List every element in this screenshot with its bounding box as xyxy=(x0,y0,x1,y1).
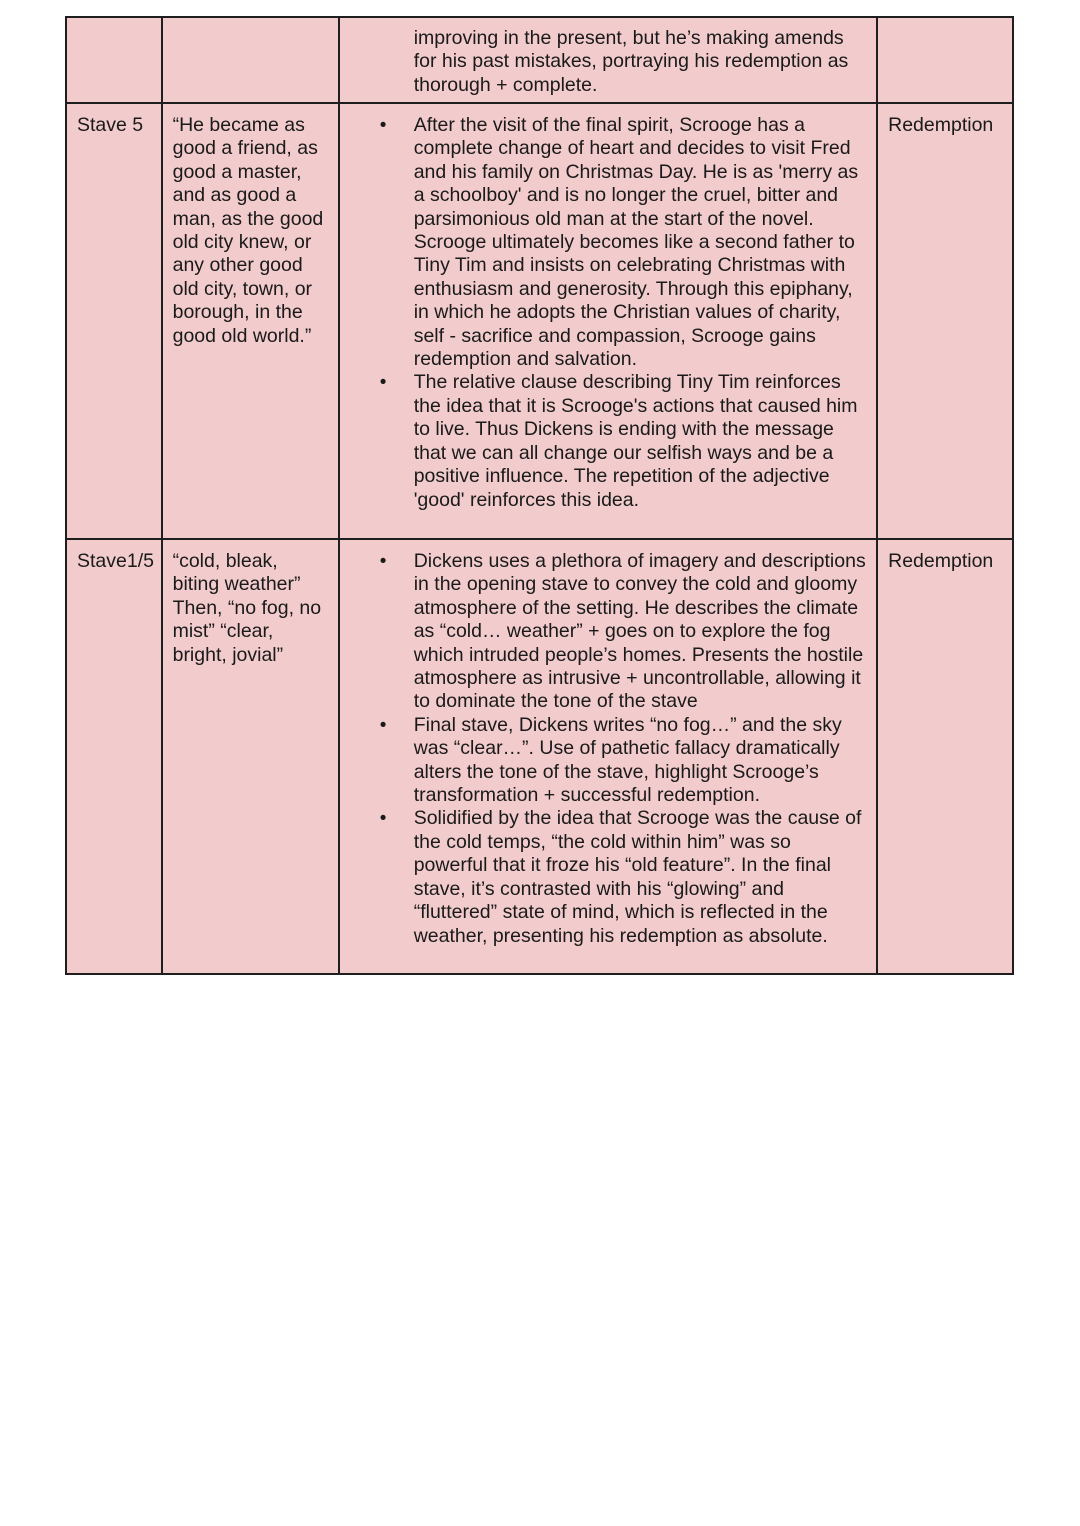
stave-label: Stave 5 xyxy=(77,114,144,136)
stave-cell xyxy=(66,103,162,539)
analysis-bullet: • Final stave, Dickens writes “no fog…” and the sky was “clear…”. Use of pathetic fallacy dramatically alters the tone of the stave, highlight Scrooge’s transformation + successful redemption. xyxy=(340,714,868,808)
table-row xyxy=(66,539,1013,974)
quote-cell xyxy=(162,17,339,103)
analysis-bullet: • Solidified by the idea that Scrooge was the cause of the cold temps, “the cold within him” was so powerful that it froze his “old feature”. In the final stave, it’s contrasted with his “glowing” and “fluttered” state of mind, which is reflected in the weather, presenting his redemption as absolute. xyxy=(340,807,868,947)
analysis-cell xyxy=(339,17,877,103)
theme-cell xyxy=(877,103,1013,539)
theme-cell xyxy=(877,17,1013,103)
analysis-bullet: • Dickens uses a plethora of imagery and descriptions in the opening stave to convey the cold and gloomy atmosphere of the setting. He describes the climate as “cold… weather” + goes on to explore the fog which intruded people’s homes. Presents the hostile atmosphere as intrusive + uncontrollable, allowing it to dominate the tone of the stave xyxy=(340,550,868,714)
stave-cell xyxy=(66,539,162,974)
analysis-bullet-list xyxy=(340,114,868,512)
analysis-bullet: • After the visit of the final spirit, Scrooge has a complete change of heart and decides to visit Fred and his family on Christmas Day. He is as 'merry as a schoolboy' and is no longer the cruel, bitter and parsimonious old man at the start of the novel. Scrooge ultimately becomes like a second father to Tiny Tim and insists on celebrating Christmas with enthusiasm and generosity. Through this epiphany, in which he adopts the Christian values of charity, self - sacrifice and compassion, Scrooge gains redemption and salvation. xyxy=(340,114,868,371)
analysis-bullet: • The relative clause describing Tiny Tim reinforces the idea that it is Scrooge's actions that caused him to live. Thus Dickens is ending with the message that we can all change our selfish ways and be a positive influence. The repetition of the adjective 'good' reinforces this idea. xyxy=(340,371,868,511)
stave-cell xyxy=(66,17,162,103)
analysis-cell xyxy=(339,539,877,974)
quote-text xyxy=(163,18,338,28)
table-row-continuation xyxy=(66,17,1013,103)
analysis-cell xyxy=(339,103,877,539)
quote-text: “He became as good a friend, as good a master, and as good a man, as the good old city knew, or any other good old city, town, or borough, in the good old world.” xyxy=(172,114,324,347)
theme-label xyxy=(878,18,1012,28)
theme-label: Redemption xyxy=(888,114,994,136)
stave-label: Stave1/5 xyxy=(77,550,154,572)
analysis-table xyxy=(65,16,1014,975)
stave-label xyxy=(67,18,161,28)
quote-text: “cold, bleak, biting weather” Then, “no fog, no mist” “clear, bright, jovial” xyxy=(172,550,322,666)
analysis-bullet-list xyxy=(340,550,868,948)
table-row xyxy=(66,103,1013,539)
theme-label: Redemption xyxy=(888,550,994,572)
quote-cell xyxy=(162,539,339,974)
quote-cell xyxy=(162,103,339,539)
analysis-continuation-text: improving in the present, but he’s making amends for his past mistakes, portraying his redemption as thorough + complete. xyxy=(413,27,849,96)
theme-cell xyxy=(877,539,1013,974)
